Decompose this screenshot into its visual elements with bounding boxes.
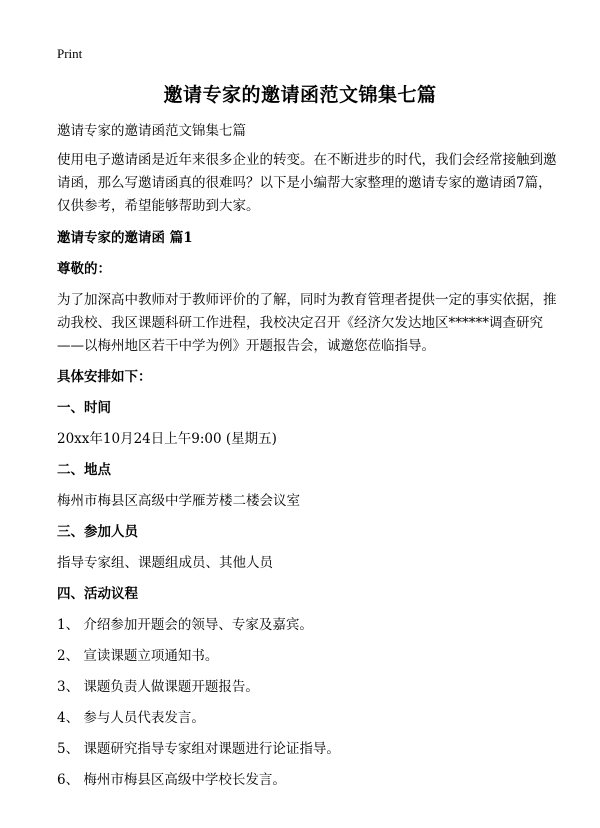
document-body bbox=[57, 120, 557, 800]
agenda-item: 5、 课题研究指导专家组对课题进行论证指导。 bbox=[57, 741, 340, 757]
agenda-item: 1、 介绍参加开题会的领导、专家及嘉宾。 bbox=[57, 617, 313, 633]
place-value: 梅州市梅县区高级中学雁芳楼二楼会议室 bbox=[57, 493, 300, 509]
agenda-item: 3、 课题负责人做课题开题报告。 bbox=[57, 679, 259, 695]
document-subtitle: 邀请专家的邀请函范文锦集七篇 bbox=[57, 123, 246, 139]
section-heading: 邀请专家的邀请函 篇1 bbox=[57, 230, 193, 246]
place-heading: 二、地点 bbox=[57, 462, 111, 478]
arrangement-heading: 具体安排如下： bbox=[57, 369, 152, 385]
participants-value: 指导专家组、课题组成员、其他人员 bbox=[57, 555, 273, 571]
time-heading: 一、时间 bbox=[57, 400, 111, 416]
participants-heading: 三、参加人员 bbox=[57, 524, 138, 540]
agenda-heading: 四、活动议程 bbox=[57, 586, 138, 602]
print-label: Print bbox=[57, 46, 83, 61]
agenda-item: 2、 宣读课题立项通知书。 bbox=[57, 648, 219, 664]
agenda-item: 4、 参与人员代表发言。 bbox=[57, 710, 205, 726]
intro-paragraph: 使用电子邀请函是近年来很多企业的转变。在不断进步的时代，我们会经常接触到邀请函，那么写邀请函真的很难吗？以下是小编帮大家整理的邀请专家的邀请函7篇，仅供参考，希望能够帮助到大家。 bbox=[57, 152, 557, 214]
page-title: 邀请专家的邀请函范文锦集七篇 bbox=[163, 84, 437, 106]
salutation: 尊敬的： bbox=[57, 261, 111, 277]
body-paragraph: 为了加深高中教师对于教师评价的了解，同时为教育管理者提供一定的事实依据，推动我校、我区课题科研工作进程，我校决定召开《经济欠发达地区******调查研究——以梅州地区若干中学为例》开题报告会，诚邀您莅临指导。 bbox=[57, 292, 557, 354]
time-value: 20xx年10月24日上午9:00 (星期五) bbox=[57, 431, 277, 447]
agenda-item: 6、 梅州市梅县区高级中学校长发言。 bbox=[57, 772, 286, 788]
